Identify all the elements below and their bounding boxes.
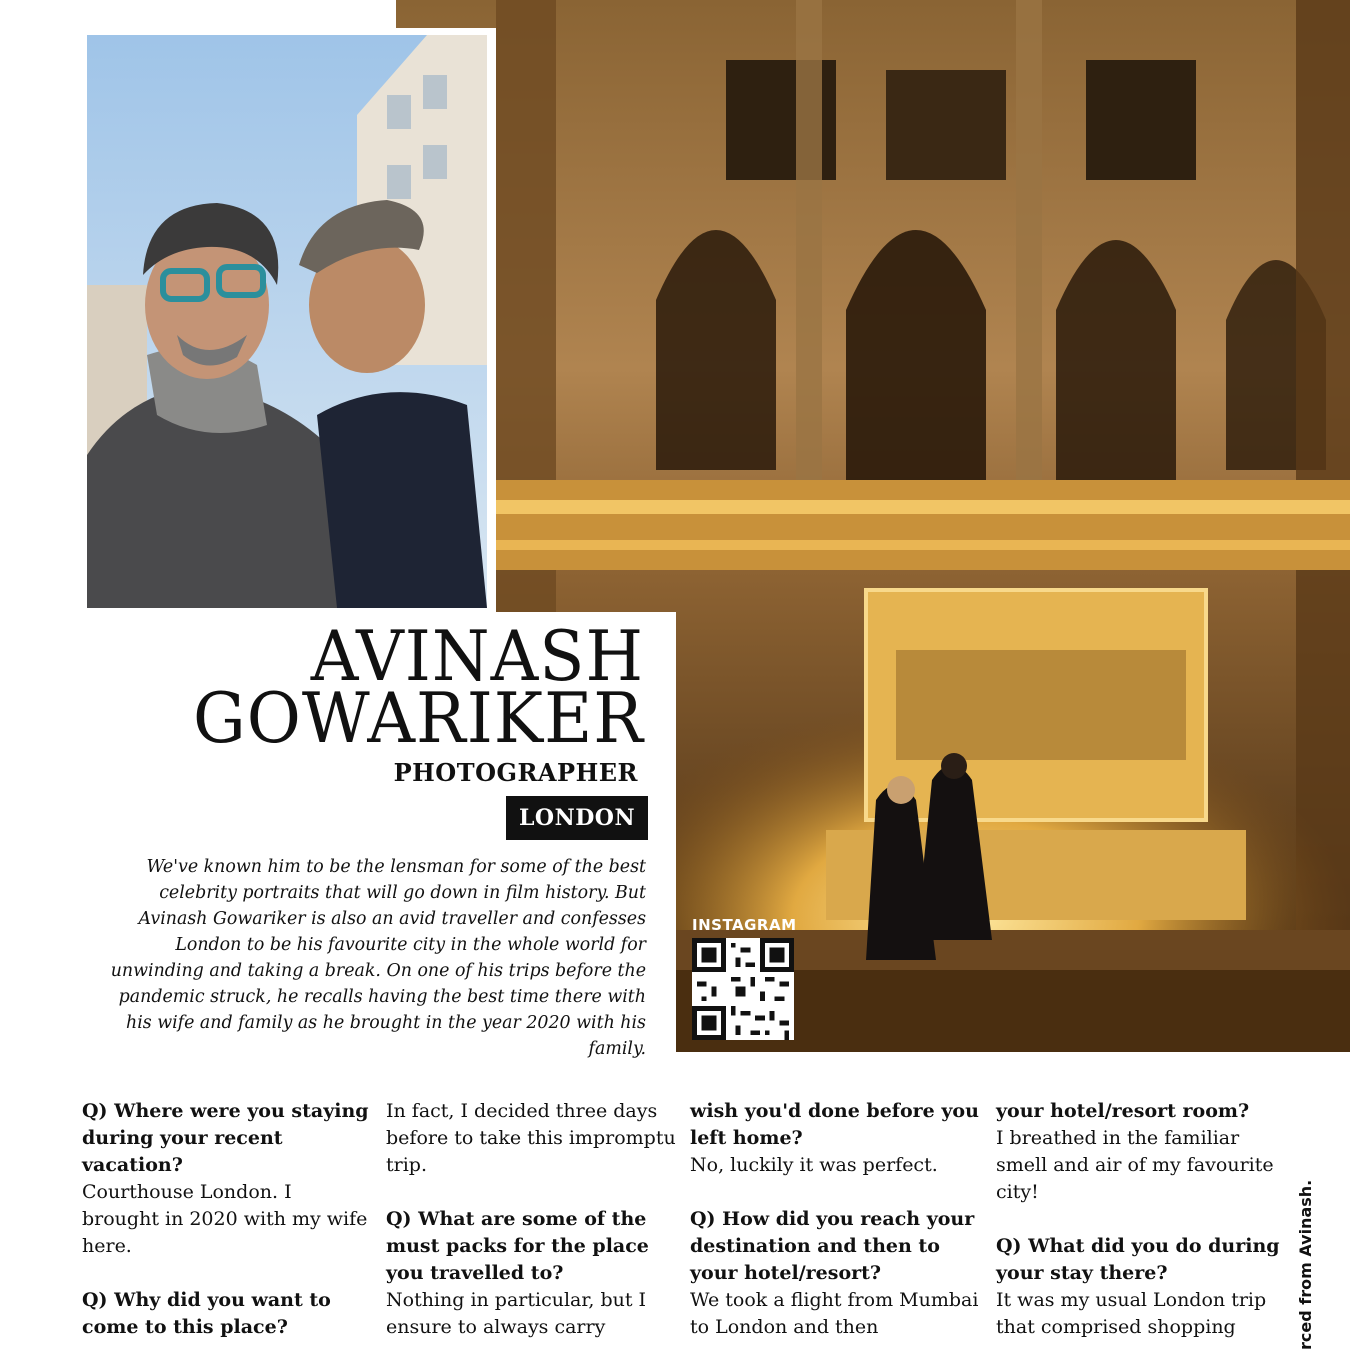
qa-item [82, 1098, 372, 1260]
instagram-label: INSTAGRAM [692, 916, 797, 934]
name-first: AVINASH [310, 616, 644, 697]
name-last: GOWARIKER [193, 678, 644, 759]
qa-item [386, 1098, 676, 1179]
qa-answer: Nothing in particular, but I ensure to always carry [386, 1289, 647, 1338]
qa-question: Q) What are some of the must packs for the place you travelled to? [386, 1208, 649, 1284]
profession-label: PHOTOGRAPHER [393, 758, 638, 787]
qa-question: Q) What did you do during your stay there? [996, 1235, 1280, 1284]
qa-answer: We took a flight from Mumbai to London and then [690, 1289, 979, 1338]
qa-item [690, 1098, 980, 1179]
qa-column-4 [996, 1098, 1286, 1368]
qa-column-3 [690, 1098, 980, 1368]
qa-item [386, 1206, 676, 1341]
qa-answer: No, luckily it was perfect. [690, 1154, 938, 1176]
qr-code[interactable] [692, 938, 794, 1040]
qa-answer: I breathed in the familiar smell and air of my favourite city! [996, 1127, 1274, 1203]
qa-item [82, 1287, 372, 1341]
qa-column-2 [386, 1098, 676, 1368]
qa-item [996, 1098, 1286, 1206]
selfie-photo [87, 35, 487, 608]
qa-question: Q) Why did you want to come to this place? [82, 1289, 331, 1338]
qa-question: Q) How did you reach your destination and then to your hotel/resort? [690, 1208, 975, 1284]
qa-question: wish you'd done before you left home? [690, 1100, 979, 1149]
qa-column-1 [82, 1098, 372, 1368]
qa-answer: In fact, I decided three days before to take this impromptu trip. [386, 1100, 676, 1176]
city-badge: LONDON [506, 796, 648, 840]
intro-paragraph: We've known him to be the lensman for some of the best celebrity portraits that will go down in film history. But Avinash Gowariker is also an avid traveller and confesses London to be his favourite city in the whole world for unwinding and taking a break. On one of his trips before the pandemic struck, he recalls having the best time there with his wife and family as he brought in the year 2020 with his family. [110, 857, 646, 1059]
qa-question: your hotel/resort room? [996, 1100, 1250, 1122]
photo-credit: rced from Avinash. [1296, 1179, 1315, 1350]
qa-question: Q) Where were you staying during your recent vacation? [82, 1100, 369, 1176]
qa-item [690, 1206, 980, 1341]
qa-item [996, 1233, 1286, 1341]
qa-answer: Courthouse London. I brought in 2020 with my wife here. [82, 1181, 368, 1257]
qa-answer: It was my usual London trip that comprised shopping [996, 1289, 1267, 1338]
